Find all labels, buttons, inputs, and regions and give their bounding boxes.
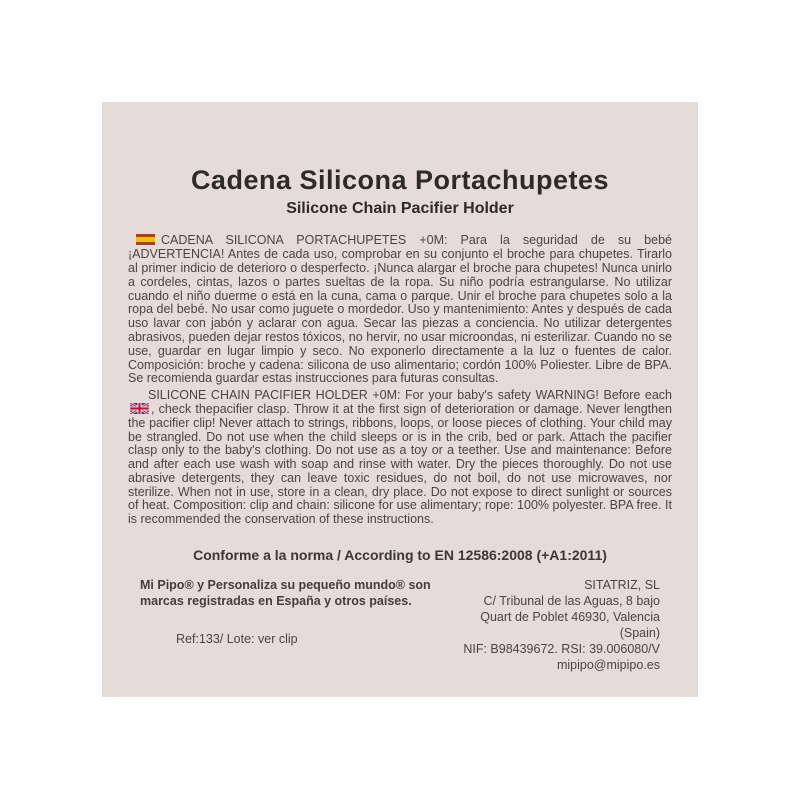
company-city: Quart de Poblet 46930, Valencia (Spain) <box>480 610 660 641</box>
compliance-statement: Conforme a la norma / According to EN 12586:2008 (+A1:2011) <box>193 547 607 564</box>
footer-left-column <box>140 577 442 673</box>
warning-text-english-end: , check thepacifier clasp. Throw it at the first sign of deterioration or damage. Never lengthen the pacifier clip! Never attach to strings, ribbons, loops, or loose pieces of clothing. Your child may be strangled. Do not use when the child sleeps or is in the crib, bed or park. Attach the pacifier clasp only to the baby's clothing. Do not use as a toy or a teether. Use and maintenance: Before and after each use wash with soap and rinse with water. Dry the pieces thoroughly. Do not use abrasive detergents, they can leave toxic residues, do not boil, do not use microwaves, nor sterilize. When not in use, store in a clean, dry place. Do not expose to direct sunlight or sources of heat. Composition: clip and chain: silicone for use alimentary; rope: 100% polyester. BPA free. It is recommended the conservation of these instructions. <box>128 401 672 527</box>
warning-paragraph-spanish <box>128 234 672 386</box>
warning-paragraph-english <box>128 389 672 527</box>
company-email: mipipo@mipipo.es <box>556 658 660 673</box>
warning-text-block <box>128 234 672 527</box>
page-title: Cadena Silicona Portachupetes <box>190 165 610 195</box>
ref-lot-line: Ref:133/ Lote: ver clip <box>176 632 298 647</box>
warning-text-english-start: SILICONE CHAIN PACIFIER HOLDER +0M: For your baby's safety WARNING! Before each <box>148 388 672 403</box>
page-subtitle: Silicone Chain Pacifier Holder <box>286 200 514 218</box>
footer <box>128 577 672 673</box>
flag-uk-icon <box>130 403 149 414</box>
flag-spain-icon <box>136 234 155 245</box>
company-name: SITATRIZ, SL <box>584 578 660 593</box>
company-street: C/ Tribunal de las Aguas, 8 bajo <box>483 594 660 609</box>
trademark-notice: Mi Pipo® y Personaliza su pequeño mundo® son marcas registradas en España y otros países. <box>140 578 431 609</box>
company-nif-rsi: NIF: B98439672. RSI: 39.006080/V <box>463 642 660 657</box>
product-label-card <box>102 102 698 697</box>
company-address-block <box>442 577 660 673</box>
warning-text-spanish: CADENA SILICONA PORTACHUPETES +0M: Para la seguridad de su bebé ¡ADVERTENCIA! Antes de cada uso, comprobar en su conjunto el broche para chupetes. Tirarlo al primer indicio de deterioro o desperfecto. ¡Nunca alargar el broche para chupetes! Nunca unirlo a cordeles, cintas, lazos o partes sueltas de la ropa. Su niño podría estrangularse. No utilizar cuando el niño duerme o está en la cuna, cama o parque. Unir el broche para chupetes solo a la ropa del bebé. No usar como juguete o mordedor. Uso y mantenimiento: Antes y después de cada uso lavar con jabón y aclarar con agua. Secar las piezas a conciencia. No utilizar detergentes abrasivos, pueden dejar restos tóxicos, no hervir, no usar microondas, ni esterilizar. Cuando no se use, guardar en lugar limpio y seco. No exponerlo directamente a la luz o fuentes de calor. Composición: broche y cadena: silicona de uso alimentario; cordón 100% Poliester. Libre de BPA. Se recomienda guardar estas instrucciones para futuras consultas. <box>128 233 672 386</box>
